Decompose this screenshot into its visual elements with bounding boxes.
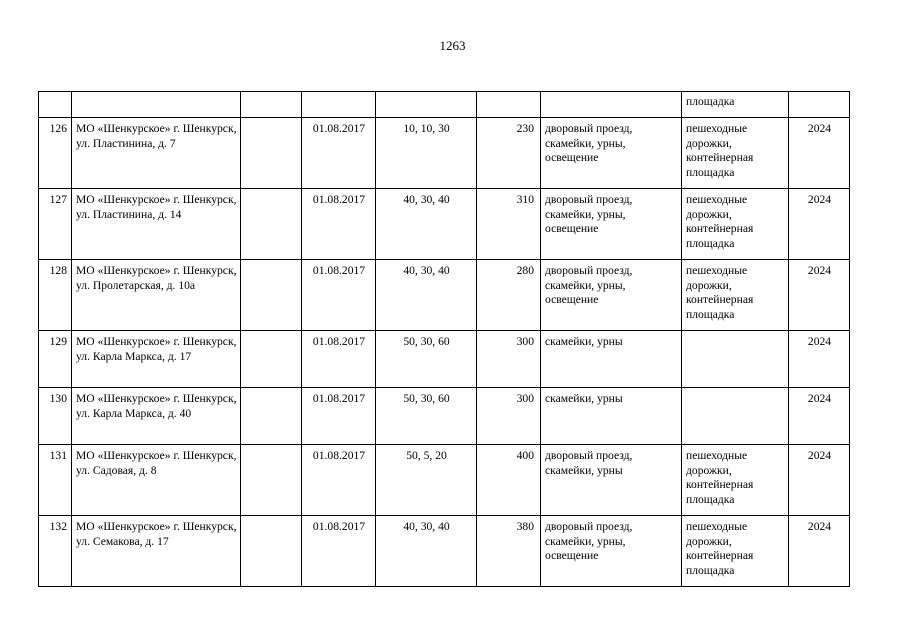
table-row	[39, 388, 850, 445]
table-row	[39, 445, 850, 516]
cell-year: 2024	[789, 331, 850, 388]
table-row	[39, 331, 850, 388]
cell-address: МО «Шенкурское» г. Шенкурск, ул. Карла Маркса, д. 40	[72, 388, 241, 445]
cell-value: 400	[477, 445, 541, 516]
cell-date: 01.08.2017	[302, 388, 376, 445]
cell-empty	[241, 388, 302, 445]
cell-number: 128	[39, 260, 72, 331]
cell-address: МО «Шенкурское» г. Шенкурск, ул. Карла Маркса, д. 17	[72, 331, 241, 388]
cell-empty	[241, 118, 302, 189]
cell-extra: пешеходные дорожки, контейнерная площадка	[682, 118, 789, 189]
cell-date: 01.08.2017	[302, 260, 376, 331]
cell-empty	[789, 92, 850, 118]
cell-date: 01.08.2017	[302, 189, 376, 260]
cell-number: 131	[39, 445, 72, 516]
table-row	[39, 118, 850, 189]
cell-empty	[39, 92, 72, 118]
cell-address: МО «Шенкурское» г. Шенкурск, ул. Пластинина, д. 7	[72, 118, 241, 189]
cell-date: 01.08.2017	[302, 118, 376, 189]
cell-value: 310	[477, 189, 541, 260]
cell-year: 2024	[789, 118, 850, 189]
cell-empty	[241, 189, 302, 260]
cell-extra: пешеходные дорожки, контейнерная площадка	[682, 260, 789, 331]
cell-value: 380	[477, 516, 541, 587]
cell-number: 130	[39, 388, 72, 445]
cell-empty	[541, 92, 682, 118]
cell-year: 2024	[789, 260, 850, 331]
cell-extra: пешеходные дорожки, контейнерная площадка	[682, 189, 789, 260]
cell-extra: пешеходные дорожки, контейнерная площадка	[682, 445, 789, 516]
cell-address: МО «Шенкурское» г. Шенкурск, ул. Садовая, д. 8	[72, 445, 241, 516]
cell-value: 300	[477, 331, 541, 388]
table-row	[39, 189, 850, 260]
cell-empty	[477, 92, 541, 118]
cell-year: 2024	[789, 516, 850, 587]
cell-address: МО «Шенкурское» г. Шенкурск, ул. Семакова, д. 17	[72, 516, 241, 587]
cell-date: 01.08.2017	[302, 331, 376, 388]
cell-empty	[376, 92, 477, 118]
cell-empty	[241, 92, 302, 118]
cell-dimensions: 40, 30, 40	[376, 516, 477, 587]
cell-address: МО «Шенкурское» г. Шенкурск, ул. Пролетарская, д. 10а	[72, 260, 241, 331]
cell-empty	[241, 260, 302, 331]
cell-number: 129	[39, 331, 72, 388]
cell-value: 230	[477, 118, 541, 189]
cell-extra	[682, 388, 789, 445]
cell-value: 300	[477, 388, 541, 445]
cell-improvements: скамейки, урны	[541, 331, 682, 388]
cell-empty	[241, 331, 302, 388]
cell-date: 01.08.2017	[302, 516, 376, 587]
cell-empty	[72, 92, 241, 118]
cell-improvements: дворовый проезд, скамейки, урны, освещение	[541, 189, 682, 260]
cell-improvements: дворовый проезд, скамейки, урны	[541, 445, 682, 516]
cell-extra: пешеходные дорожки, контейнерная площадка	[682, 516, 789, 587]
cell-improvements: дворовый проезд, скамейки, урны, освещение	[541, 118, 682, 189]
table-row	[39, 260, 850, 331]
cell-address: МО «Шенкурское» г. Шенкурск, ул. Пластинина, д. 14	[72, 189, 241, 260]
cell-dimensions: 40, 30, 40	[376, 260, 477, 331]
cell-dimensions: 50, 5, 20	[376, 445, 477, 516]
cell-improvements: скамейки, урны	[541, 388, 682, 445]
cell-empty	[241, 445, 302, 516]
cell-extra	[682, 331, 789, 388]
cell-extra: площадка	[682, 92, 789, 118]
cell-number: 127	[39, 189, 72, 260]
cell-number: 126	[39, 118, 72, 189]
cell-year: 2024	[789, 388, 850, 445]
cell-year: 2024	[789, 189, 850, 260]
cell-improvements: дворовый проезд, скамейки, урны, освещение	[541, 260, 682, 331]
table-row	[39, 516, 850, 587]
page-number: 1263	[439, 38, 466, 53]
cell-value: 280	[477, 260, 541, 331]
cell-year: 2024	[789, 445, 850, 516]
cell-empty	[241, 516, 302, 587]
cell-date: 01.08.2017	[302, 445, 376, 516]
data-table	[38, 91, 850, 587]
cell-number: 132	[39, 516, 72, 587]
continuation-row	[39, 92, 850, 118]
cell-dimensions: 10, 10, 30	[376, 118, 477, 189]
cell-dimensions: 40, 30, 40	[376, 189, 477, 260]
cell-dimensions: 50, 30, 60	[376, 331, 477, 388]
cell-empty	[302, 92, 376, 118]
cell-improvements: дворовый проезд, скамейки, урны, освещение	[541, 516, 682, 587]
cell-dimensions: 50, 30, 60	[376, 388, 477, 445]
